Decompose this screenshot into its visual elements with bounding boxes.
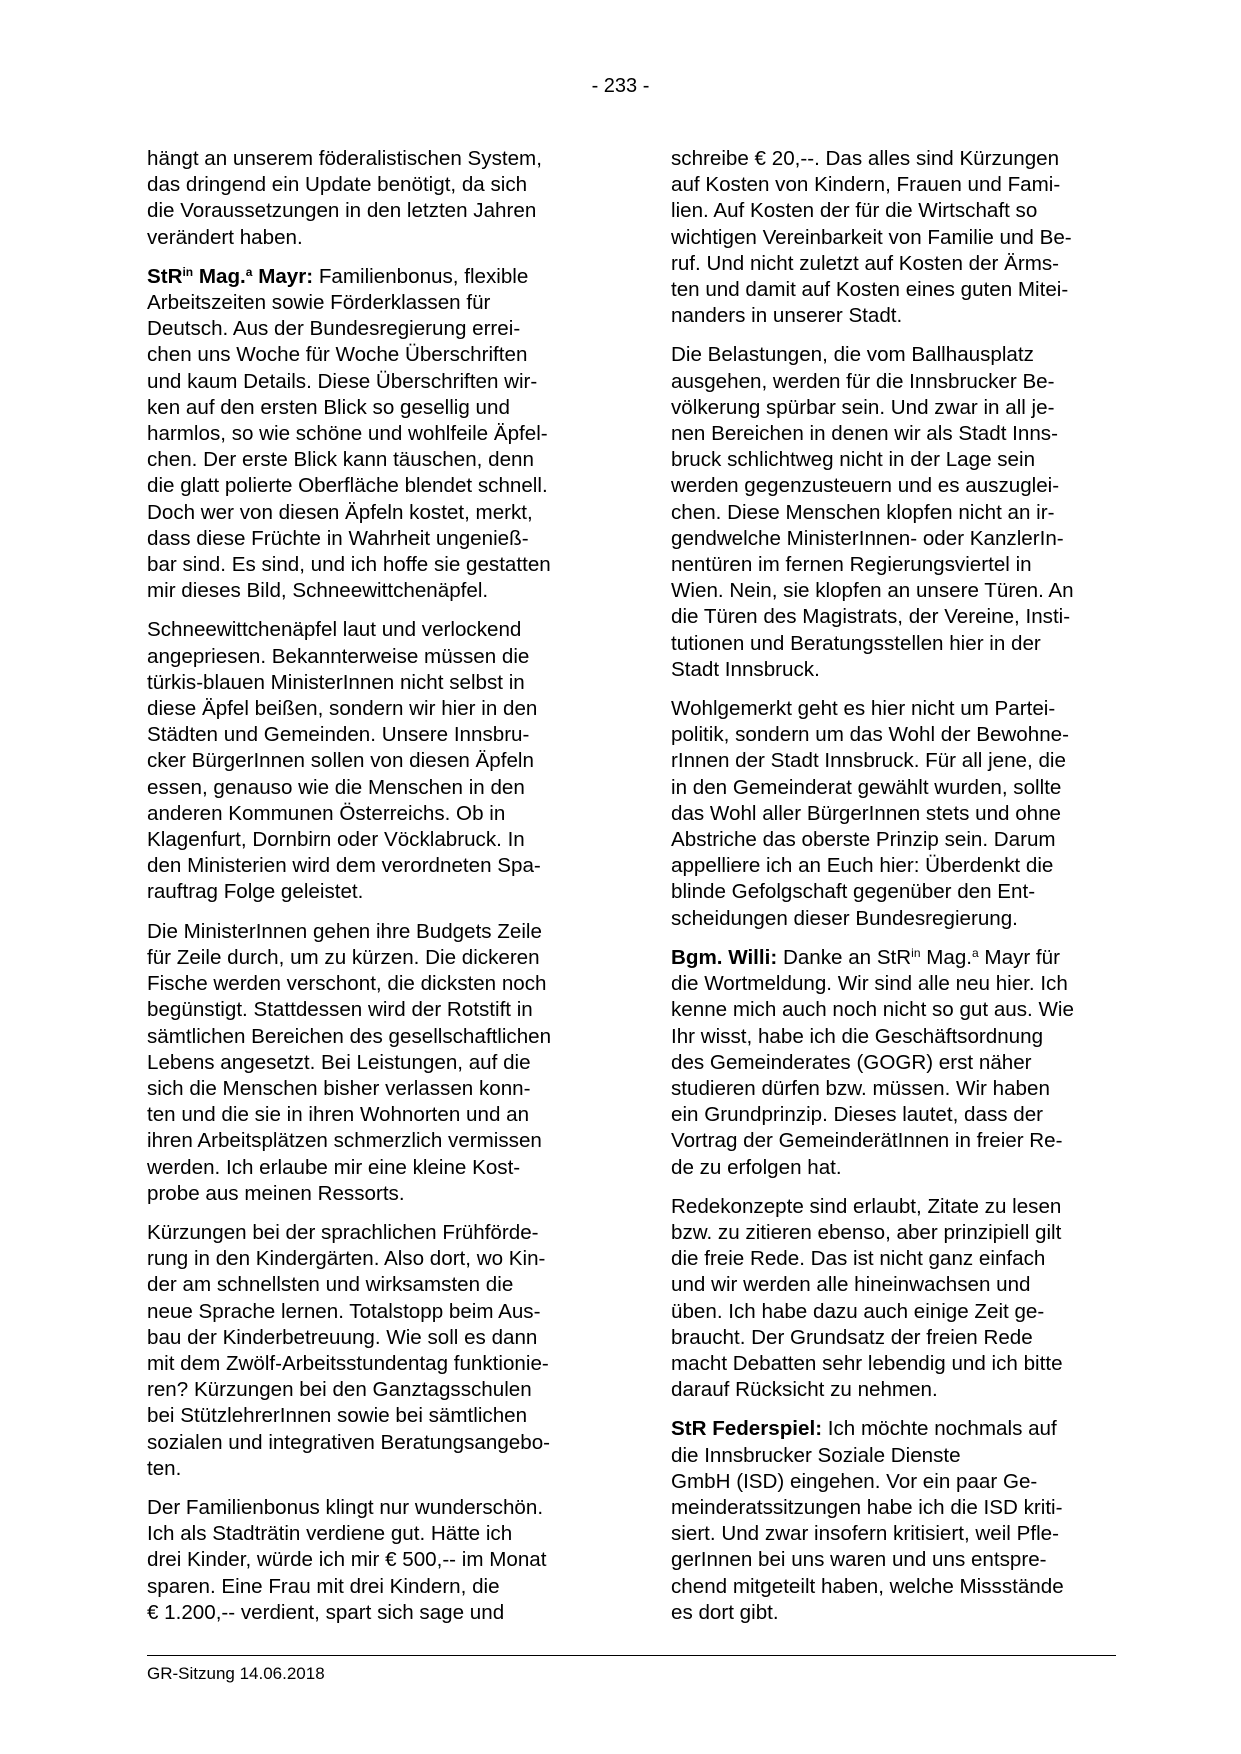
text-line: Kürzungen bei der sprachlichen Frühförde-	[147, 1220, 539, 1244]
speaker-title: StR	[147, 264, 183, 288]
text-line: ten und die sie in ihren Wohnorten und an	[147, 1103, 530, 1127]
text-line: hängt an unserem föderalistischen System,	[147, 147, 542, 170]
speaker-name: StR Federspiel:	[671, 1417, 823, 1441]
text-line: das Wohl aller BürgerInnen stets und ohne	[671, 801, 1062, 825]
text-line	[671, 945, 1119, 971]
superscript: in	[911, 945, 921, 960]
text-line: der am schnellsten und wirksamsten die	[147, 1273, 514, 1297]
text-line: nanders in unserer Stadt.	[671, 304, 903, 328]
text-line: die Innsbrucker Soziale Dienste	[671, 1443, 961, 1467]
text-line: ten und damit auf Kosten eines guten Mitei-	[671, 278, 1069, 302]
text-line: Wien. Nein, sie klopfen an unsere Türen. An	[671, 579, 1074, 603]
text-line: Wohlgemerkt geht es hier nicht um Partei-	[671, 697, 1056, 721]
superscript: in	[182, 264, 194, 279]
text-line: auf Kosten von Kindern, Frauen und Fami-	[671, 173, 1061, 197]
paragraph	[671, 1194, 1119, 1404]
text-line: den Ministerien wird dem verordneten Spa-	[147, 854, 541, 878]
text-line: dass diese Früchte in Wahrheit ungenieß-	[147, 526, 529, 550]
speaker-degree: Mag.	[193, 264, 246, 288]
text-line: sozialen und integrativen Beratungsangebo-	[147, 1430, 551, 1454]
paragraph	[147, 264, 595, 605]
paragraph	[147, 1495, 595, 1626]
text-line: gerInnen bei uns waren und uns entspre-	[671, 1548, 1047, 1572]
paragraph	[147, 919, 595, 1207]
speech-text: Ich möchte nochmals auf	[822, 1417, 1057, 1441]
text-line: studieren dürfen bzw. müssen. Wir haben	[671, 1076, 1050, 1100]
text-line: bzw. zu zitieren ebenso, aber prinzipiell gilt	[671, 1220, 1062, 1244]
text-line: appelliere ich an Euch hier: Überdenkt die	[671, 854, 1054, 878]
text-line: chend mitgeteilt haben, welche Missstände	[671, 1574, 1064, 1598]
text-line: werden gegenzusteuern und es auszuglei-	[671, 474, 1060, 498]
text-line: bar sind. Es sind, und ich hoffe sie gestatten	[147, 553, 551, 577]
text-line: diese Äpfel beißen, sondern wir hier in den	[147, 697, 538, 721]
speech-text: Danke an StR	[777, 945, 912, 969]
right-column	[671, 146, 1119, 1639]
text-line: die glatt polierte Oberfläche blendet schnell.	[147, 474, 548, 498]
text-line: begünstigt. Stattdessen wird der Rotstift in	[147, 998, 533, 1022]
text-line: für Zeile durch, um zu kürzen. Die dickeren	[147, 945, 540, 969]
text-line: angepriesen. Bekannterweise müssen die	[147, 644, 530, 668]
footer-text: GR-Sitzung 14.06.2018	[147, 1664, 325, 1683]
text-line: probe aus meinen Ressorts.	[147, 1181, 405, 1205]
text-line: ren? Kürzungen bei den Ganztagsschulen	[147, 1378, 532, 1402]
text-line: nen Bereichen in denen wir als Stadt Inns-	[671, 422, 1058, 446]
text-line: schreibe € 20,--. Das alles sind Kürzungen	[671, 147, 1060, 170]
text-line: Lebens angesetzt. Bei Leistungen, auf die	[147, 1050, 531, 1074]
text-line: harmlos, so wie schöne und wohlfeile Äpfel-	[147, 422, 548, 446]
speaker-name: Bgm. Willi:	[671, 945, 778, 969]
text-line: Stadt Innsbruck.	[671, 657, 820, 681]
paragraph	[671, 945, 1119, 1181]
text-line: Städten und Gemeinden. Unsere Innsbru-	[147, 723, 530, 747]
text-line: anderen Kommunen Österreichs. Ob in	[147, 801, 506, 825]
footer-divider	[147, 1655, 1116, 1656]
text-line: siert. Und zwar insofern kritisiert, weil Pfle-	[671, 1522, 1059, 1546]
text-line: bruck schlichtweg nicht in der Lage sein	[671, 448, 1036, 472]
text-line: ten.	[147, 1456, 182, 1480]
text-line	[671, 1416, 1119, 1442]
text-line: rauftrag Folge geleistet.	[147, 880, 364, 904]
text-line: meinderatssitzungen habe ich die ISD kriti-	[671, 1495, 1063, 1519]
text-line: üben. Ich habe dazu auch einige Zeit ge-	[671, 1299, 1045, 1323]
text-line: Klagenfurt, Dornbirn oder Vöcklabruck. In	[147, 828, 525, 852]
paragraph	[671, 342, 1119, 683]
paragraph	[147, 617, 595, 905]
speech-text: Familienbonus, flexible	[313, 264, 529, 288]
text-line: Abstriche das oberste Prinzip sein. Darum	[671, 828, 1056, 852]
text-line: tutionen und Beratungsstellen hier in der	[671, 631, 1041, 655]
text-line: ihren Arbeitsplätzen schmerzlich vermissen	[147, 1129, 542, 1153]
text-line: es dort gibt.	[671, 1600, 779, 1624]
text-line: rInnen der Stadt Innsbruck. Für all jene, die	[671, 749, 1066, 773]
text-line: blinde Gefolgschaft gegenüber den Ent-	[671, 880, 1036, 904]
text-line: mit dem Zwölf-Arbeitsstundentag funktionie-	[147, 1351, 549, 1375]
page-number: - 233 -	[591, 75, 650, 97]
text-line: verändert haben.	[147, 225, 303, 249]
paragraph	[147, 1220, 595, 1482]
text-line: Der Familienbonus klingt nur wunderschön.	[147, 1495, 544, 1519]
text-line: in den Gemeinderat gewählt wurden, sollte	[671, 775, 1062, 799]
text-line: chen uns Woche für Woche Überschriften	[147, 343, 528, 367]
text-line: die Voraussetzungen in den letzten Jahren	[147, 199, 537, 223]
paragraph	[671, 696, 1119, 932]
text-line: wichtigen Vereinbarkeit von Familie und Be-	[671, 225, 1072, 249]
text-line: kenne mich auch noch nicht so gut aus. Wie	[671, 998, 1074, 1022]
text-line: sich die Menschen bisher verlassen konn-	[147, 1076, 531, 1100]
text-line: Vortrag der GemeinderätInnen in freier Re-	[671, 1129, 1063, 1153]
speaker-surname: Mayr:	[252, 264, 314, 288]
text-line: cker BürgerInnen sollen von diesen Äpfeln	[147, 749, 534, 773]
text-line: rung in den Kindergärten. Also dort, wo Kin-	[147, 1247, 546, 1271]
text-line: essen, genauso wie die Menschen in den	[147, 775, 525, 799]
text-line: ausgehen, werden für die Innsbrucker Be-	[671, 369, 1055, 393]
text-line: braucht. Der Grundsatz der freien Rede	[671, 1325, 1033, 1349]
text-line: Ihr wisst, habe ich die Geschäftsordnung	[671, 1024, 1044, 1048]
superscript: a	[972, 945, 979, 960]
text-line: gendwelche MinisterInnen- oder KanzlerIn-	[671, 526, 1064, 550]
text-line: ein Grundprinzip. Dieses lautet, dass der	[671, 1103, 1044, 1127]
text-line: ken auf den ersten Blick so gesellig und	[147, 395, 510, 419]
text-line: Fische werden verschont, die dicksten noch	[147, 972, 547, 996]
text-line: völkerung spürbar sein. Und zwar in all je-	[671, 395, 1055, 419]
text-line: Die MinisterInnen gehen ihre Budgets Zeile	[147, 919, 542, 943]
text-line: mir dieses Bild, Schneewittchenäpfel.	[147, 579, 489, 603]
left-column	[147, 146, 595, 1639]
text-line: Die Belastungen, die vom Ballhausplatz	[671, 343, 1034, 367]
speech-text: Mayr für	[978, 945, 1060, 969]
text-line: die Türen des Magistrats, der Vereine, Insti-	[671, 605, 1071, 629]
speech-text: Mag.	[920, 945, 973, 969]
text-line: Arbeitszeiten sowie Förderklassen für	[147, 291, 491, 315]
text-line: chen. Der erste Blick kann täuschen, denn	[147, 448, 534, 472]
text-line: chen. Diese Menschen klopfen nicht an ir-	[671, 500, 1055, 524]
superscript: a	[245, 264, 253, 279]
text-line: die freie Rede. Das ist nicht ganz einfach	[671, 1247, 1046, 1271]
text-line: Deutsch. Aus der Bundesregierung errei-	[147, 317, 521, 341]
text-line: de zu erfolgen hat.	[671, 1155, 842, 1179]
paragraph	[671, 146, 1119, 329]
text-line: sparen. Eine Frau mit drei Kindern, die	[147, 1574, 500, 1598]
text-line: scheidungen dieser Bundesregierung.	[671, 906, 1018, 930]
text-line: politik, sondern um das Wohl der Bewohne-	[671, 723, 1069, 747]
text-line: neue Sprache lernen. Totalstopp beim Aus-	[147, 1299, 541, 1323]
text-line: werden. Ich erlaube mir eine kleine Kost-	[147, 1155, 521, 1179]
paragraph	[147, 146, 595, 251]
text-line: lien. Auf Kosten der für die Wirtschaft so	[671, 199, 1038, 223]
text-line: und wir werden alle hineinwachsen und	[671, 1273, 1031, 1297]
text-line: darauf Rücksicht zu nehmen.	[671, 1378, 938, 1402]
text-line: und kaum Details. Diese Überschriften wir-	[147, 369, 538, 393]
text-line: des Gemeinderates (GOGR) erst näher	[671, 1050, 1032, 1074]
text-line: sämtlichen Bereichen des gesellschaftlichen	[147, 1024, 552, 1048]
text-line: drei Kinder, würde ich mir € 500,-- im Monat	[147, 1548, 547, 1572]
text-line: GmbH (ISD) eingehen. Vor ein paar Ge-	[671, 1469, 1038, 1493]
text-line: nentüren im fernen Regierungsviertel in	[671, 553, 1032, 577]
text-line: Schneewittchenäpfel laut und verlockend	[147, 618, 522, 642]
text-line: Redekonzepte sind erlaubt, Zitate zu lesen	[671, 1194, 1062, 1218]
text-line: bei StützlehrerInnen sowie bei sämtlichen	[147, 1404, 528, 1428]
text-line: türkis-blauen MinisterInnen nicht selbst in	[147, 670, 525, 694]
text-line: das dringend ein Update benötigt, da sich	[147, 173, 528, 197]
text-line: € 1.200,-- verdient, spart sich sage und	[147, 1600, 505, 1624]
text-line	[147, 264, 595, 290]
text-line: bau der Kinderbetreuung. Wie soll es dann	[147, 1325, 538, 1349]
text-line: ruf. Und nicht zuletzt auf Kosten der Ärms-	[671, 251, 1060, 275]
text-line: macht Debatten sehr lebendig und ich bitte	[671, 1351, 1063, 1375]
text-line: Doch wer von diesen Äpfeln kostet, merkt,	[147, 500, 533, 524]
text-line: die Wortmeldung. Wir sind alle neu hier. Ich	[671, 972, 1068, 996]
speaker-name	[147, 265, 313, 288]
text-line: Ich als Stadträtin verdiene gut. Hätte ich	[147, 1522, 513, 1546]
paragraph	[671, 1416, 1119, 1626]
